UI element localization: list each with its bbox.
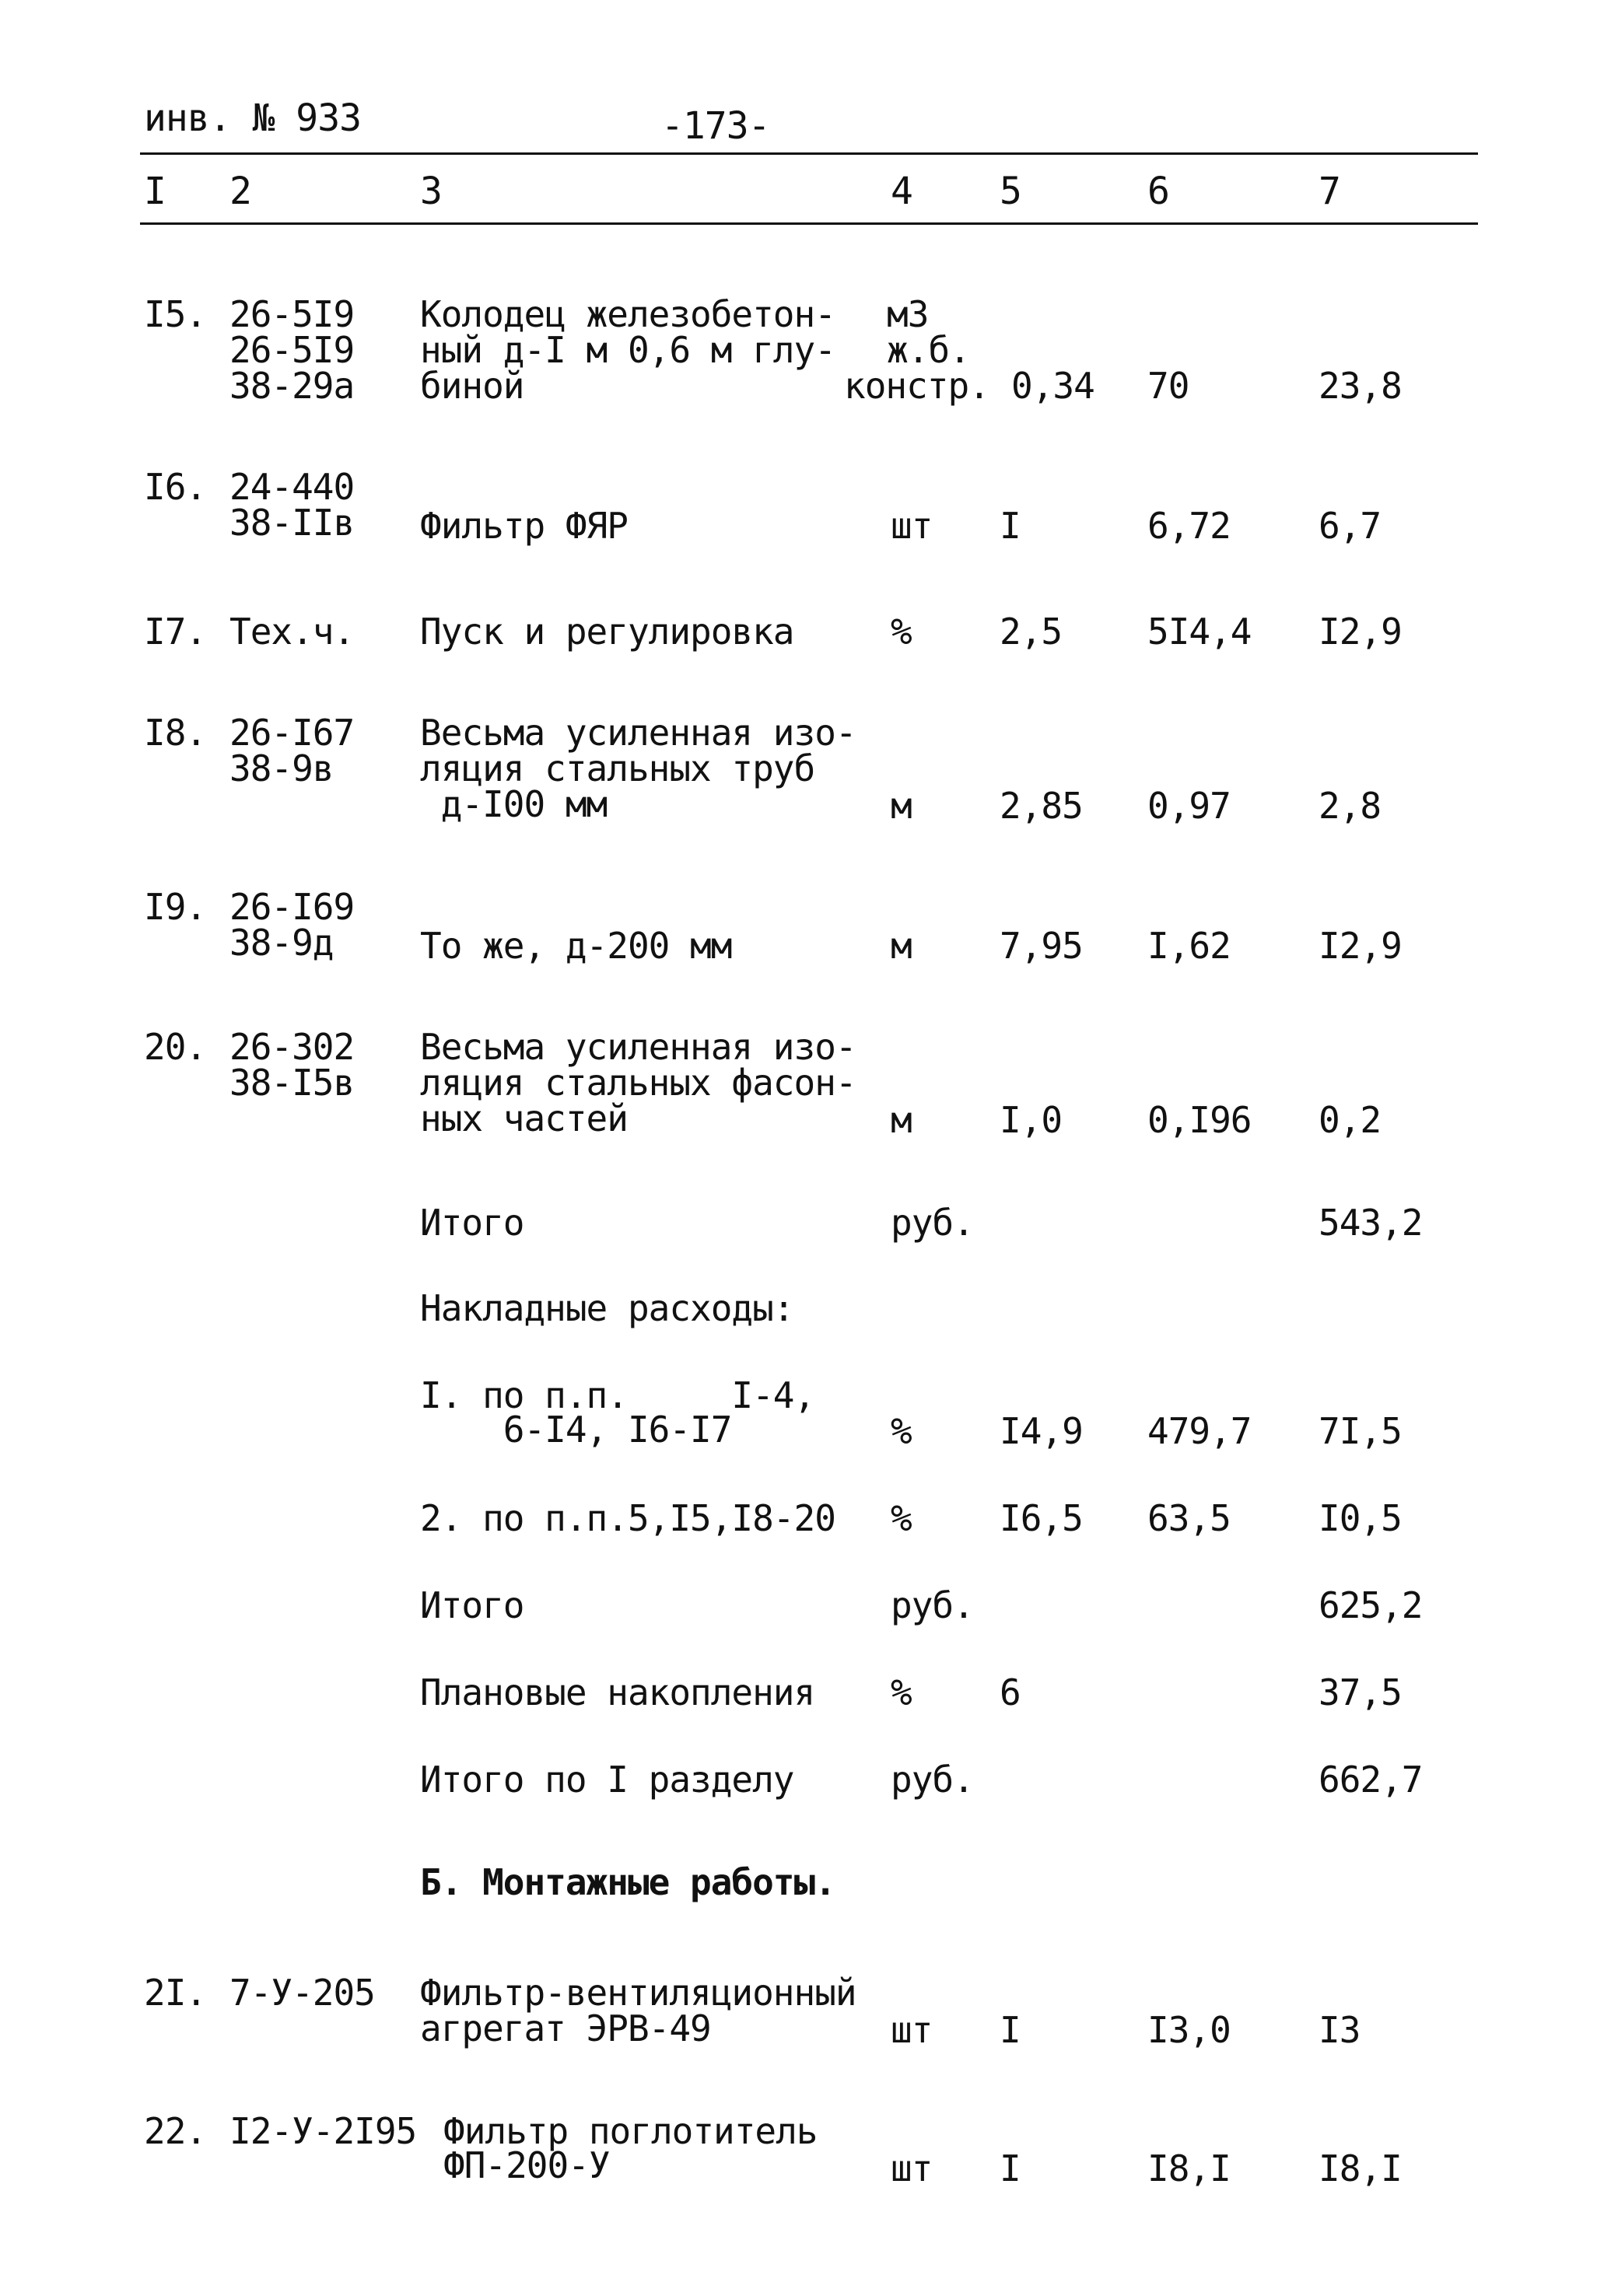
total-2-value: 625,2 [1319,1584,1423,1626]
row-quantity: 7,95 [1000,925,1083,967]
row-code: 38-9д [229,922,334,964]
row-code: 38-I5в [229,1062,355,1104]
row-code: 38-IIв [229,502,355,544]
row-description: ляция стальных труб [420,747,815,789]
row-price: 70 [1147,365,1189,407]
row-unit: м [891,785,912,827]
row-price: 0,I96 [1147,1099,1252,1141]
overhead-1-label: 6-I4, I6-I7 [420,1409,732,1451]
row-description: ФП-200-У [443,2144,610,2186]
col-header-6: 6 [1147,170,1169,213]
subtotal-label: Итого [420,1202,524,1244]
row-description: Пуск и регулировка [420,611,794,653]
row-description: То же, д-200 мм [420,925,732,967]
row-description: Весьма усиленная изо- [420,1026,856,1068]
overhead-2-label: 2. по п.п.5,I5,I8-20 [420,1497,835,1539]
row-unit: шт [891,505,933,547]
row-total: 0,2 [1319,1099,1382,1141]
section-total-unit: руб. [891,1759,974,1801]
row-price: I,62 [1147,925,1231,967]
row-description: Фильтр ФЯР [420,505,628,547]
col-header-7: 7 [1319,170,1340,213]
row-code: 7-У-205 [229,1972,375,2014]
row-code: 26-I67 [229,712,355,754]
row-price: 5I4,4 [1147,611,1252,653]
inventory-number: инв. № 933 [144,96,361,140]
row-description: агрегат ЭРВ-49 [420,2007,711,2049]
row-number: I9. [144,886,207,928]
row-quantity: 2,85 [1000,785,1083,827]
subtotal-value: 543,2 [1319,1202,1423,1244]
row-unit: % [891,611,912,653]
row-price: I8,I [1147,2147,1231,2189]
row-number: I6. [144,466,207,508]
overhead-1-label: I. по п.п. I-4, [420,1374,815,1416]
row-unit: констр. [844,365,989,407]
row-unit: шт [891,2009,933,2051]
row-code: 26-5I9 [229,329,355,371]
row-description: Фильтр поглотитель [443,2110,818,2152]
row-unit: ж.б. [887,329,970,371]
row-total: I3 [1319,2009,1361,2051]
row-unit: м [891,925,912,967]
row-number: 22. [144,2110,207,2152]
row-total: I2,9 [1319,611,1402,653]
col-header-2: 2 [229,170,251,213]
row-quantity: I [1000,2147,1021,2189]
planned-savings-rate: 6 [1000,1671,1021,1713]
total-2-unit: руб. [891,1584,974,1626]
col-header-5: 5 [1000,170,1021,213]
row-total: 23,8 [1319,365,1402,407]
row-price: 0,97 [1147,785,1231,827]
planned-savings-unit: % [891,1671,912,1713]
overhead-2-total: I0,5 [1319,1497,1402,1539]
row-total: I2,9 [1319,925,1402,967]
col-header-4: 4 [891,170,912,213]
row-number: 2I. [144,1972,207,2014]
row-unit: шт [891,2147,933,2189]
overhead-1-base: 479,7 [1147,1410,1252,1452]
row-code: 38-9в [229,747,334,789]
row-number: I5. [144,293,207,335]
row-description: Фильтр-вентиляционный [420,1972,856,2014]
row-description: ный д-I м 0,6 м глу- [420,329,835,371]
row-description: ляция стальных фасон- [420,1062,856,1104]
row-code: 38-29а [229,365,355,407]
row-number: 20. [144,1026,207,1068]
planned-savings-total: 37,5 [1319,1671,1402,1713]
subtotal-unit: руб. [891,1202,974,1244]
page-number: -173- [661,104,770,148]
row-quantity: I,0 [1000,1099,1063,1141]
row-description: д-I00 мм [420,783,608,825]
row-price: I3,0 [1147,2009,1231,2051]
row-quantity: I [1000,505,1021,547]
row-description: Весьма усиленная изо- [420,712,856,754]
row-total: 2,8 [1319,785,1382,827]
row-quantity: 2,5 [1000,611,1063,653]
header-bottom-rule [140,222,1478,225]
planned-savings-label: Плановые накопления [420,1671,815,1713]
row-quantity: I [1000,2009,1021,2051]
row-unit: м3 [887,293,929,335]
overhead-1-rate: I4,9 [1000,1410,1083,1452]
header-top-rule [140,152,1478,155]
row-code: 24-440 [229,466,355,508]
row-code: 26-5I9 [229,293,355,335]
row-code: 26-302 [229,1026,355,1068]
col-header-1: I [144,170,166,213]
section-b-heading: Б. Монтажные работы. [420,1861,835,1903]
overhead-2-rate: I6,5 [1000,1497,1083,1539]
overhead-2-base: 63,5 [1147,1497,1231,1539]
row-description: Колодец железобетон- [420,293,835,335]
col-header-3: 3 [420,170,442,213]
row-total: I8,I [1319,2147,1402,2189]
row-number: I8. [144,712,207,754]
section-total-label: Итого по I разделу [420,1759,794,1801]
row-price: 6,72 [1147,505,1231,547]
row-total: 6,7 [1319,505,1382,547]
row-unit: м [891,1099,912,1141]
row-code: I2-У-2I95 [229,2110,417,2152]
overhead-1-unit: % [891,1410,912,1452]
overhead-title: Накладные расходы: [420,1287,794,1329]
total-2-label: Итого [420,1584,524,1626]
row-code: Тех.ч. [229,611,355,653]
section-total-value: 662,7 [1319,1759,1423,1801]
row-description: ных частей [420,1097,628,1139]
overhead-2-unit: % [891,1497,912,1539]
overhead-1-total: 7I,5 [1319,1410,1402,1452]
row-quantity: 0,34 [1011,365,1094,407]
row-description: биной [420,365,524,407]
row-number: I7. [144,611,207,653]
row-code: 26-I69 [229,886,355,928]
